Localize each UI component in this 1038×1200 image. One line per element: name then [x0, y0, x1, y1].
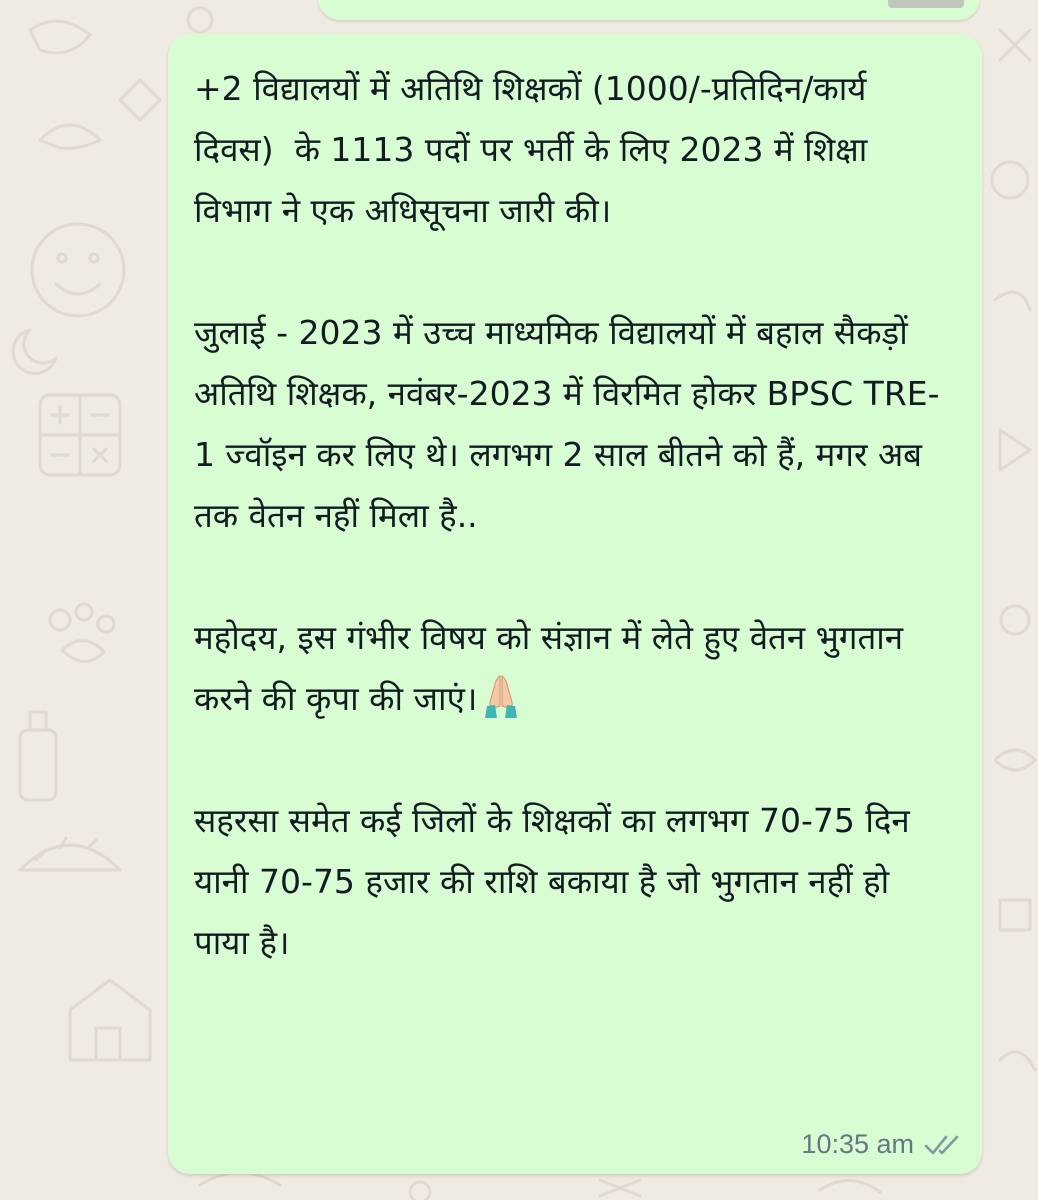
- message-meta: [801, 1129, 962, 1160]
- message-paragraph-4: सहरसा समेत कई जिलों के शिक्षकों का लगभग 70-75 दिन यानी 70-75 हजार की राशि बकाया है जो भुगतान नहीं हो पाया है।: [194, 801, 921, 962]
- message-paragraph-3: महोदय, इस गंभीर विषय को संज्ञान में लेते हुए वेतन भुगतान करने की कृपा की जाएं।: [194, 618, 914, 718]
- scrollbar-thumb[interactable]: [888, 0, 964, 8]
- outgoing-message-bubble[interactable]: [168, 34, 982, 1174]
- message-paragraph-1: +2 विद्यालयों में अतिथि शिक्षकों (1000/-प्रतिदिन/कार्य दिवस) के 1113 पदों पर भर्ती के लिए 2023 में शिक्षा विभाग ने एक अधिसूचना जारी की।: [194, 69, 878, 230]
- message-text: [194, 58, 952, 973]
- previous-message-bubble[interactable]: [318, 0, 980, 20]
- message-paragraph-2: जुलाई - 2023 में उच्च माध्यमिक विद्यालयों में बहाल सैकड़ों अतिथि शिक्षक, नवंबर-2023 में विरमित होकर BPSC TRE-1 ज्वॉइन कर लिए थे। लगभग 2 साल बीतने को हैं, मगर अब तक वेतन नहीं मिला है..: [194, 313, 940, 535]
- message-timestamp: 10:35 am: [801, 1129, 914, 1159]
- folded-hands-icon: [481, 672, 521, 720]
- double-check-read-icon: [924, 1133, 962, 1157]
